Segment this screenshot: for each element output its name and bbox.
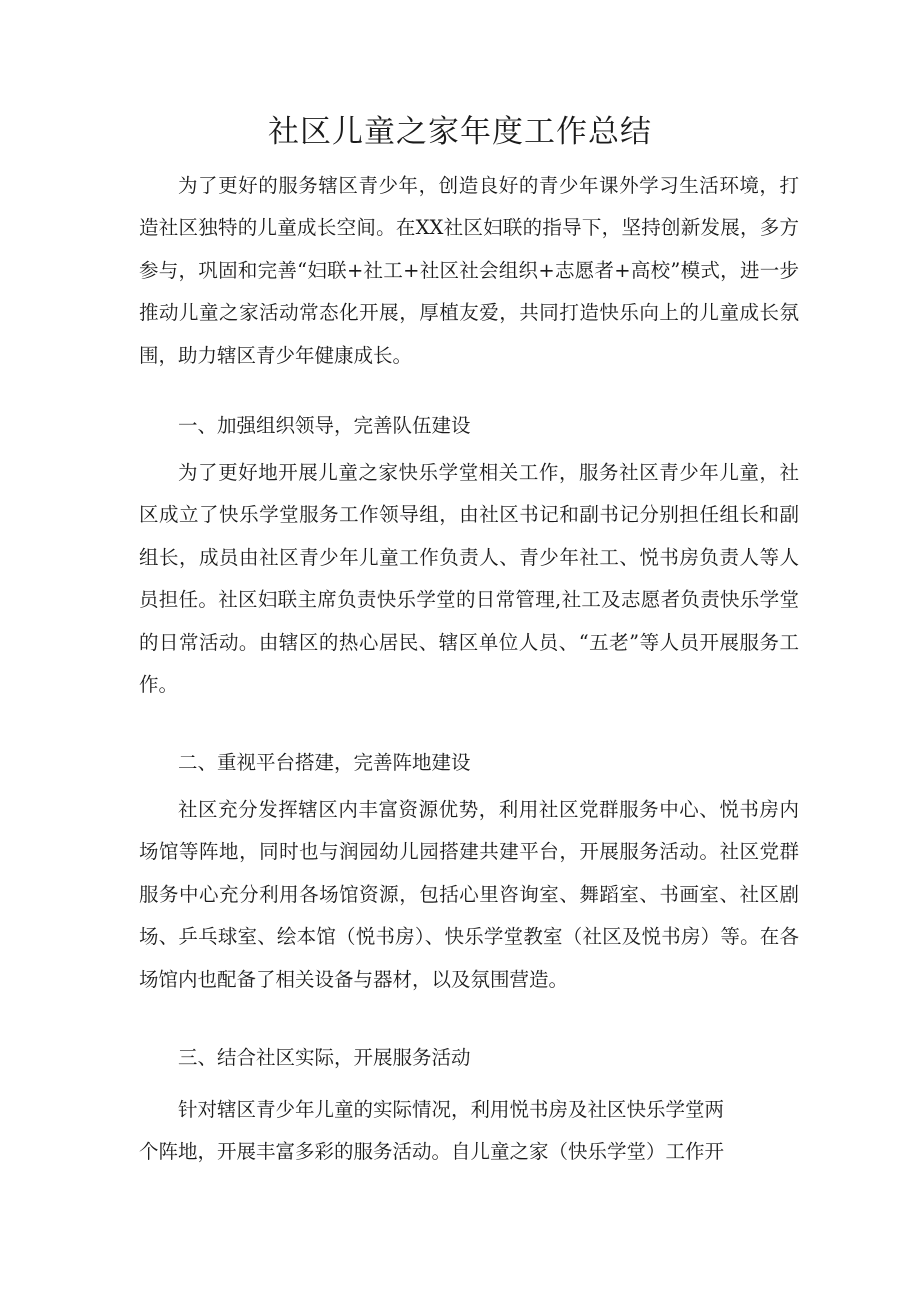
- section-heading-1: 一、加强组织领导，完善队伍建设: [178, 414, 471, 437]
- section-heading-2: 二、重视平台搭建，完善阵地建设: [178, 751, 471, 774]
- paragraph-organization: 为了更好地开展儿童之家快乐学堂相关工作，服务社区青少年儿童，社区成立了快乐学堂服务工作领导组，由社区书记和副书记分别担任组长和副组长，成员由社区青少年儿童工作负责人、青少年社工、悦书房负责人等人员担任。社区妇联主席负责快乐学堂的日常管理,社工及志愿者负责快乐学堂的日常活动。由辖区的热心居民、辖区单位人员、“五老”等人员开展服务工作。: [139, 461, 799, 697]
- paragraph-platform: 社区充分发挥辖区内丰富资源优势，利用社区党群服务中心、悦书房内场馆等阵地，同时也与润园幼儿园搭建共建平台，开展服务活动。社区党群服务中心充分利用各场馆资源，包括心里咨询室、舞蹈室、书画室、社区剧场、乒乓球室、绘本馆（悦书房）、快乐学堂教室（社区及悦书房）等。在各场馆内也配备了相关设备与器材，以及氛围营造。: [139, 798, 799, 991]
- section-heading-3: 三、结合社区实际，开展服务活动: [178, 1046, 471, 1069]
- paragraph-activities-line-2: 个阵地，开展丰富多彩的服务活动。自儿童之家（快乐学堂）工作开: [139, 1140, 725, 1163]
- paragraph-activities-line-1: 针对辖区青少年儿童的实际情况，利用悦书房及社区快乐学堂两: [178, 1098, 725, 1121]
- document-title: 社区儿童之家年度工作总结: [268, 114, 652, 150]
- paragraph-intro: 为了更好的服务辖区青少年，创造良好的青少年课外学习生活环境，打造社区独特的儿童成长空间。在XX社区妇联的指导下，坚持创新发展，多方参与，巩固和完善“妇联+社工+社区社会组织+志愿者+高校”模式，进一步推动儿童之家活动常态化开展，厚植友爱，共同打造快乐向上的儿童成长氛围，助力辖区青少年健康成长。: [139, 174, 799, 367]
